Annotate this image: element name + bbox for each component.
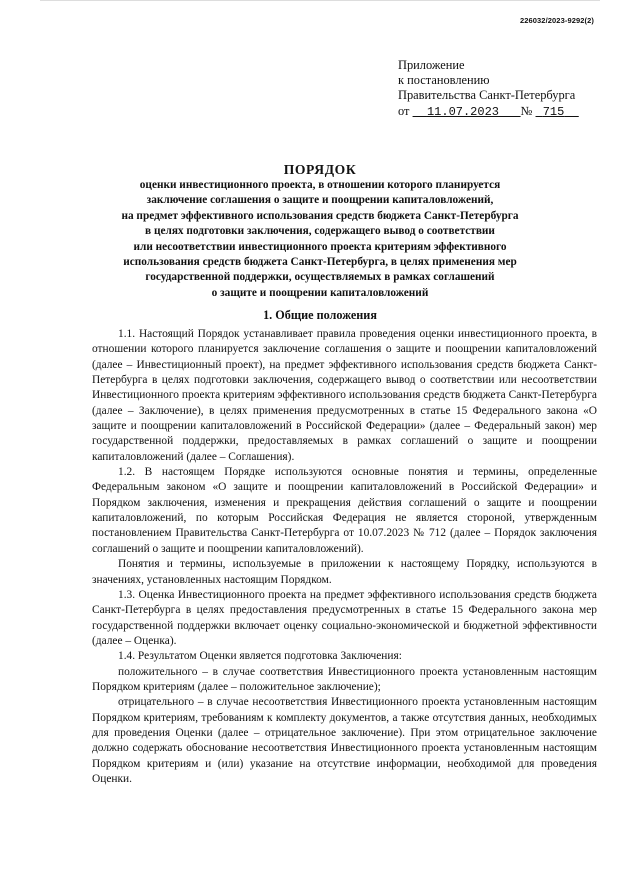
paragraph-terms: Понятия и термины, используемые в приложении к настоящему Порядку, используются в значениях, установленных настоящим Порядком. [92,558,597,586]
from-label: от [398,103,410,118]
paragraph-1-3: 1.3. Оценка Инвестиционного проекта на предмет эффективного использования средств бюджета Санкт-Петербурга в целях предоставления предусмотренных в статье 15 Федерального закона мер государственной поддержки включает оценку социально-экономической и бюджетной эффективности (далее – Оценка). [92,588,597,647]
paragraph-negative: отрицательного – в случае несоответствия Инвестиционного проекта установленным настоящим Порядком критериям, требованиям к комплекту документов, а также отсутствия данных, необходимых для проведения Оценки (далее – отрицательное заключение). При этом отрицательное заключение должно содержать обоснование несоответствия Инвестиционного проекта установленным настоящим Порядком критериям и (или) указание на отсутствие информации, необходимой для проведения Оценки. [92,696,597,785]
subtitle-line: заключение соглашения о защите и поощрении капиталовложений, [146,194,494,207]
subtitle-line: оценки инвестиционного проекта, в отношении которого планируется [139,179,501,191]
number-label: № [520,103,533,118]
appendix-line-2: к постановлению [398,73,490,88]
scan-edge-line [40,0,600,1]
appendix-block [398,58,579,120]
paragraph-positive: положительного – в случае соответствия Инвестиционного проекта установленным настоящим Порядком критериям (далее – положительное заключение); [92,665,597,693]
subtitle-line: в целях подготовки заключения, содержащего вывод о соответствии [145,225,495,238]
section-heading: 1. Общие положения [263,308,377,322]
paragraph-1-4: 1.4. Результатом Оценки является подготовка Заключения: [118,650,402,663]
document-title: ПОРЯДОК [283,162,357,177]
subtitle-line: использования средств бюджета Санкт-Петербурга, в целях применения мер [123,256,517,269]
decree-date: 11.07.2023 [426,104,499,119]
appendix-line-3: Правительства Санкт-Петербурга [398,88,576,103]
document-body [92,327,597,787]
paragraph-1-2: 1.2. В настоящем Порядке используются основные понятия и термины, определенные Федеральным законом «О защите и поощрении капиталовложений в Российской Федерации» и Порядком заключения, изменения и прекращения действия соглашений о защите и поощрении капиталовложений, по которым Российская Федерация не является стороной, утвержденным постановлением Правительства Санкт-Петербурга от 10.07.2023 № 712 (далее – Порядок заключения соглашений о защите и поощрении капиталовложений). [92,466,597,555]
appendix-line-1: Приложение [398,58,465,72]
appendix-date-line [398,104,579,120]
subtitle-line: на предмет эффективного использования средств бюджета Санкт-Петербурга [121,209,519,222]
document-subtitle [0,178,640,301]
paragraph-1-1: 1.1. Настоящий Порядок устанавливает правила проведения оценки инвестиционного проекта, в отношении которого планируется заключение соглашения о защите и поощрении капиталовложений (далее – Инвестиционный проект), на предмет эффективного использования средств бюджета Санкт-Петербурга в целях подготовки заключения, содержащего вывод о соответствии или несоответствии Инвестиционного проекта критериям эффективного использования средств бюджета Санкт-Петербурга (далее – Заключение), в целях применения предусмотренных в статье 15 Федерального закона «О защите и поощрении капиталовложений в Российской Федерации» (далее – Федеральный закон) мер государственной поддержки, предоставляемых в рамках соглашений о защите и поощрении капиталовложений (далее – Соглашения). [92,328,597,463]
decree-number: 715 [542,104,565,119]
document-number: 226032/2023-9292(2) [519,16,594,25]
subtitle-line: государственной поддержки, осуществляемых в рамках соглашений [145,271,495,284]
subtitle-line: о защите и поощрении капиталовложений [211,286,429,299]
subtitle-line: или несоответствии инвестиционного проекта критериям эффективного [133,240,507,253]
